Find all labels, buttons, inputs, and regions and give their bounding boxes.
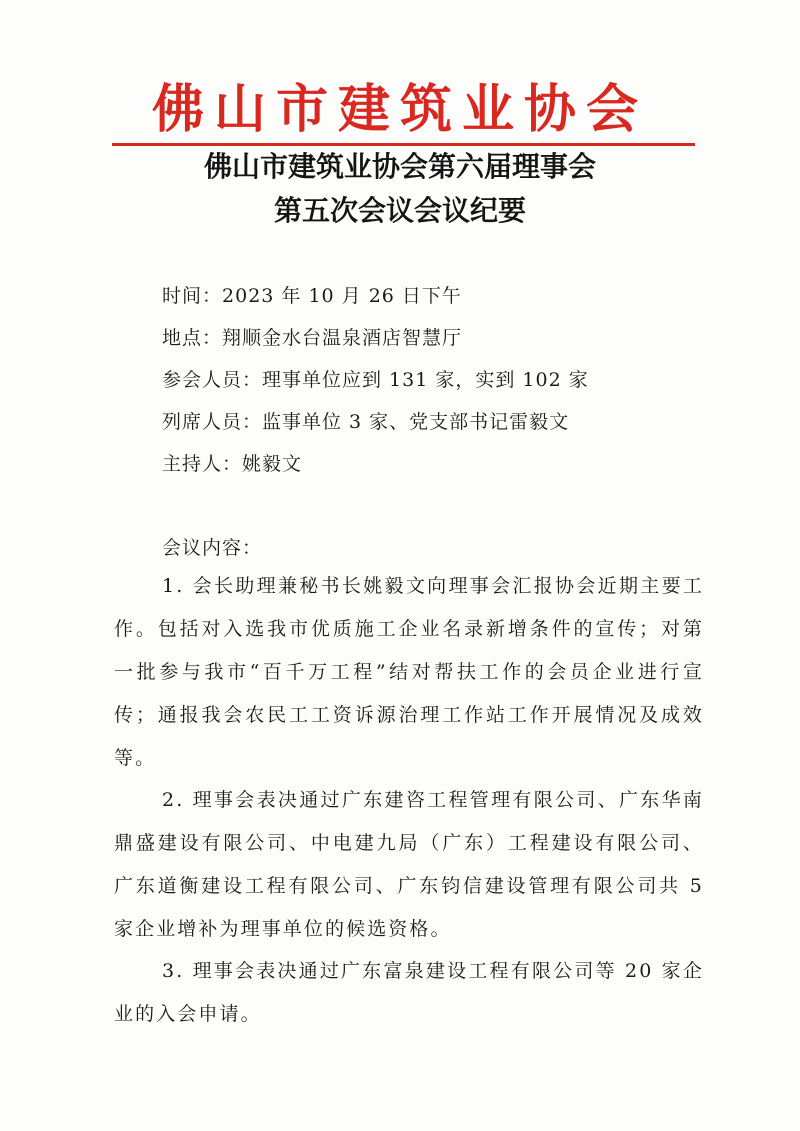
meeting-host-value: 姚毅文 xyxy=(242,453,303,475)
meeting-observers xyxy=(162,410,569,434)
meeting-content-heading: 会议内容： xyxy=(162,537,263,559)
content-item-2: 2. 理事会表决通过广东建咨工程管理有限公司、广东华南鼎盛建设有限公司、中电建九局（广东）工程建设有限公司、广东道衡建设工程有限公司、广东钧信建设管理有限公司共 5 家企业增补为理事单位的候选资格。 xyxy=(114,789,704,940)
content-item-3: 3. 理事会表决通过广东富泉建设工程有限公司等 20 家企业的入会申请。 xyxy=(114,960,704,1025)
document-title-line-2: 第五次会议会议纪要 xyxy=(273,194,526,227)
meeting-observers-label: 列席人员： xyxy=(162,411,263,433)
meeting-time xyxy=(162,284,462,308)
meeting-observers-value: 监事单位 3 家、党支部书记雷毅文 xyxy=(262,411,570,433)
meeting-time-value: 2023 年 10 月 26 日下午 xyxy=(222,285,462,307)
meeting-attendees-value: 理事单位应到 131 家，实到 102 家 xyxy=(262,369,589,391)
meeting-attendees xyxy=(162,368,589,392)
document-title-line-1: 佛山市建筑业协会第六届理事会 xyxy=(203,150,596,183)
meeting-time-label: 时间： xyxy=(162,285,223,307)
content-item-1: 1. 会长助理兼秘书长姚毅文向理事会汇报协会近期主要工作。包括对入选我市优质施工企业名录新增条件的宣传；对第一批参与我市“百千万工程”结对帮扶工作的会员企业进行宣传；通报我会农民工工资诉源治理工作站工作开展情况及成效等。 xyxy=(114,575,704,769)
meeting-location-value: 翔顺金水台温泉酒店智慧厅 xyxy=(222,327,463,349)
meeting-attendees-label: 参会人员： xyxy=(162,369,263,391)
meeting-location xyxy=(162,326,462,350)
letterhead-red-rule xyxy=(112,143,695,146)
meeting-host-label: 主持人： xyxy=(162,453,243,475)
meeting-location-label: 地点： xyxy=(162,327,223,349)
organization-letterhead: 佛山市建筑业协会 xyxy=(151,79,648,140)
meeting-host xyxy=(162,452,302,476)
